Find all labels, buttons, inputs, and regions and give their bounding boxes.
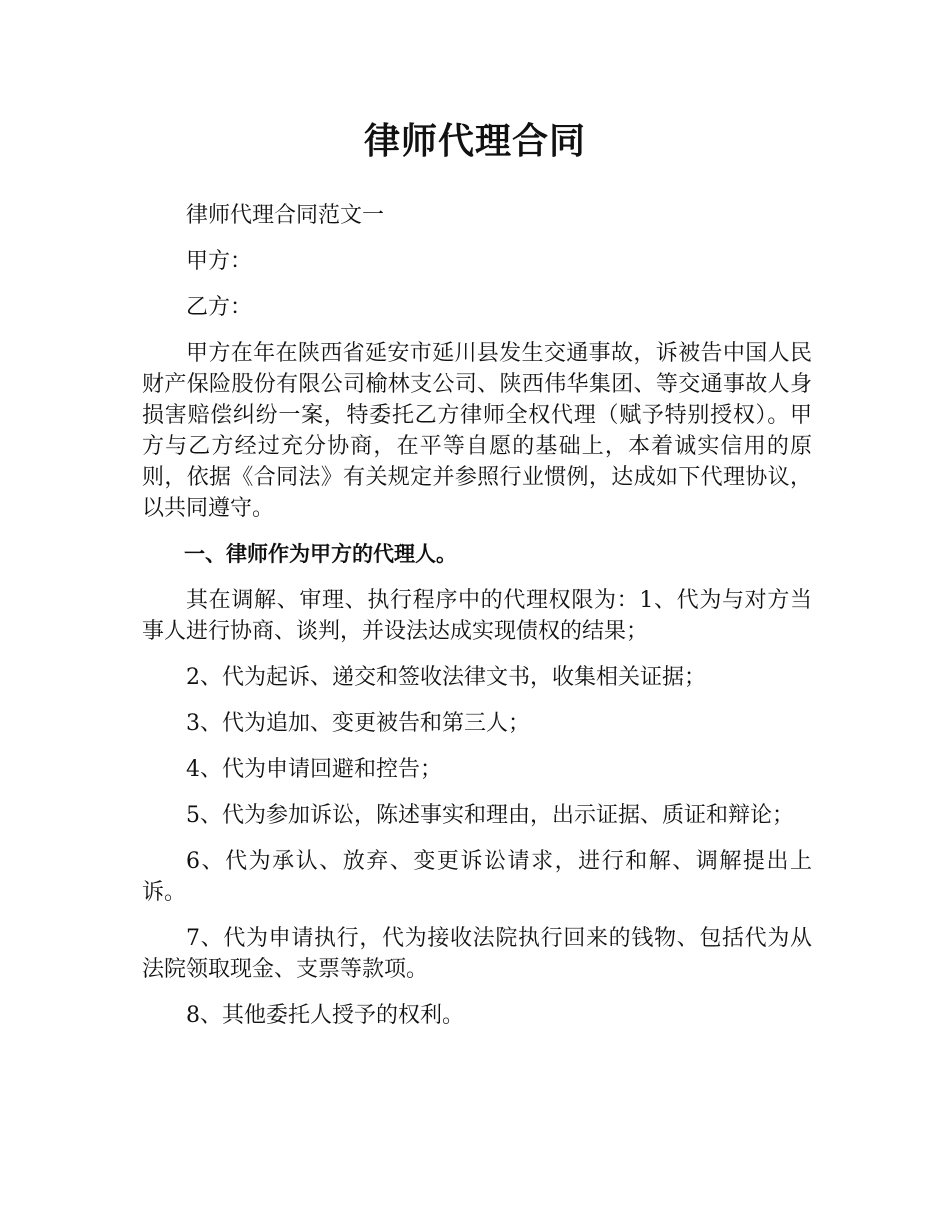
paragraph-clause-1: 其在调解、审理、执行程序中的代理权限为：1、代为与对方当事人进行协商、谈判，并设法达成实现债权的结果； bbox=[142, 588, 812, 644]
paragraph-clause-3: 3、代为追加、变更被告和第三人； bbox=[186, 711, 530, 736]
document-title: 律师代理合同 bbox=[363, 121, 586, 162]
document-body bbox=[142, 200, 812, 1046]
paragraph-clause-8: 8、其他委托人授予的权利。 bbox=[186, 1003, 464, 1028]
paragraph-preamble: 甲方在年在陕西省延安市延川县发生交通事故，诉被告中国人民财产保险股份有限公司榆林支公司、陕西伟华集团、等交通事故人身损害赔偿纠纷一案，特委托乙方律师全权代理（赋予特别授权）。甲方与乙方经过充分协商，在平等自愿的基础上，本着诚实信用的原则，依据《合同法》有关规定并参照行业惯例，达成如下代理协议，以共同遵守。 bbox=[142, 341, 812, 521]
paragraph-party-b: 乙方： bbox=[186, 295, 253, 320]
paragraph-clause-6: 6、代为承认、放弃、变更诉讼请求，进行和解、调解提出上诉。 bbox=[142, 849, 812, 905]
paragraph-clause-7: 7、代为申请执行，代为接收法院执行回来的钱物、包括代为从法院领取现金、支票等款项。 bbox=[142, 926, 812, 982]
paragraph-clause-2: 2、代为起诉、递交和签收法律文书，收集相关证据； bbox=[186, 665, 706, 690]
paragraph-party-a: 甲方： bbox=[186, 249, 253, 274]
section-heading-1: 一、律师作为甲方的代理人。 bbox=[184, 542, 457, 566]
paragraph-clause-4: 4、代为申请回避和控告； bbox=[186, 757, 442, 782]
paragraph-subtitle: 律师代理合同范文一 bbox=[186, 203, 385, 228]
paragraph-clause-5: 5、代为参加诉讼，陈述事实和理由，出示证据、质证和辩论； bbox=[186, 803, 794, 828]
